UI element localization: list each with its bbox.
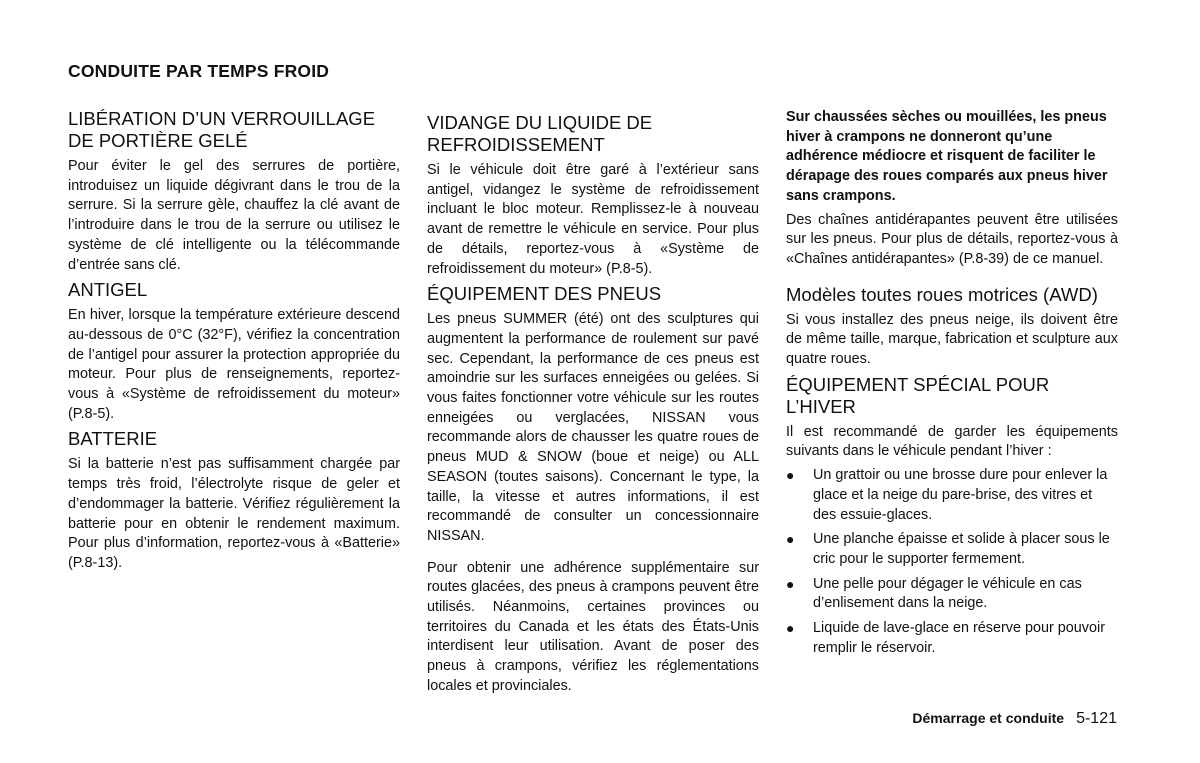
page-heading: CONDUITE PAR TEMPS FROID [68,61,330,81]
list-item-text: Une planche épaisse et solide à placer sous le cric pour le supporter fermement. [813,531,1110,567]
list-item [786,575,1118,614]
section-text-winter-equipment: Il est recommandé de garder les équipements suivants dans le véhicule pendant l’hiver : [786,423,1118,460]
section-title-battery: BATTERIE [68,428,158,450]
list-item [786,530,1118,569]
bullet-icon: ● [786,620,795,637]
page-footer [912,710,1117,728]
list-item-text: Une pelle pour dégager le véhicule en cas d’enlisement dans la neige. [813,575,1082,612]
section-text-unfreeze-lock: Pour éviter le gel des serrures de portière, introduisez un liquide dégivrant dans le trou de la serrure. Si la serrure gèle, chauffez la clé avant de l’introduire dans le trou de la serrure ou utilisez le système de clé intelligente ou la télécommande d’entrée sans clé. [68,158,400,273]
bullet-icon: ● [786,467,795,484]
footer-section-name: Démarrage et conduite [912,710,1065,726]
list-item [786,466,1118,525]
section-text-antifreeze: En hiver, lorsque la température extérieure descend au-dessous de 0°C (32°F), vérifiez la concentration de l’antigel pour assurer la protection appropriée du moteur. Pour plus de renseignements, reportez-vous à «Système de refroidissement du moteur» (P.8-5). [68,307,400,422]
column-3 [786,108,1118,663]
section-text-tire-equipment-1: Les pneus SUMMER (été) ont des sculptures qui augmentent la performance de roulement sur pavé sec. Cependant, la performance de ces pneus est amoindrie sur les surfaces enneigées ou gelées. Si vous faites fonctionner votre véhicule sur les routes enneigées ou verglacées, NISSAN vous recommande alors de chausser les quatre roues de pneus MUD & SNOW (boue et neige) ou ALL SEASON (toutes saisons). Concernant le type, la taille, la vitesse et autres informations, il est recommandé de consulter un concessionnaire NISSAN. [427,311,759,544]
winter-equipment-list [786,466,1118,658]
bullet-icon: ● [786,531,795,548]
list-item [786,619,1118,658]
section-title-coolant-drain: VIDANGE DU LIQUIDE DE REFROIDISSEMENT [427,112,653,155]
bullet-icon: ● [786,575,795,592]
page-number: 5-121 [1076,710,1117,727]
section-text-battery: Si la batterie n’est pas suffisamment chargée par temps très froid, l’électrolyte risque de geler et d’endommager la batterie. Vérifiez régulièrement la batterie pour en obtenir le rendement maximum. Pour plus d’information, reportez-vous à «Batterie» (P.8-13). [68,456,400,571]
section-text-coolant-drain: Si le véhicule doit être garé à l’extérieur sans antigel, vidangez le système de refroidissement incluant le bloc moteur. Remplissez-le à nouveau avant de remettre le véhicule en service. Pour plus de détails, reportez-vous à «Système de refroidissement du moteur» (P.8-5). [427,162,759,277]
section-title-unfreeze-lock: LIBÉRATION D’UN VERROUILLAGE DE PORTIÈRE GELÉ [68,108,376,151]
tire-chains-text: Des chaînes antidérapantes peuvent être utilisées sur les pneus. Pour plus de détails, reportez-vous à «Chaînes antidérapantes» (P.8-39) de ce manuel. [786,211,1118,267]
column-2 [427,108,759,701]
list-item-text: Un grattoir ou une brosse dure pour enlever la glace et la neige du pare-brise, des vitres et des essuie-glaces. [813,467,1108,523]
studded-tire-warning: Sur chaussées sèches ou mouillées, les pneus hiver à crampons ne donneront qu’une adhérence médiocre et risquent de faciliter le dérapage des roues comparés aux pneus hiver sans crampons. [786,109,1108,204]
section-text-awd: Si vous installez des pneus neige, ils doivent être de même taille, marque, fabrication et sculpture aux quatre roues. [786,311,1118,368]
section-title-tire-equipment: ÉQUIPEMENT DES PNEUS [427,283,662,305]
list-item-text: Liquide de lave-glace en réserve pour pouvoir remplir le réservoir. [813,620,1105,656]
section-title-awd: Modèles toutes roues motrices (AWD) [786,283,1098,305]
section-title-winter-equipment: ÉQUIPEMENT SPÉCIAL POUR L’HIVER [786,373,1050,417]
section-title-antifreeze: ANTIGEL [68,279,148,301]
section-text-tire-equipment-2: Pour obtenir une adhérence supplémentaire sur routes glacées, des pneus à crampons peuvent être utilisés. Néanmoins, certaines provinces ou territoires du Canada et les états des États-Unis interdisent leur utilisation. Avant de poser des pneus à crampons, vérifiez les réglementations locales et provinciales. [427,559,759,694]
column-1 [68,108,400,578]
